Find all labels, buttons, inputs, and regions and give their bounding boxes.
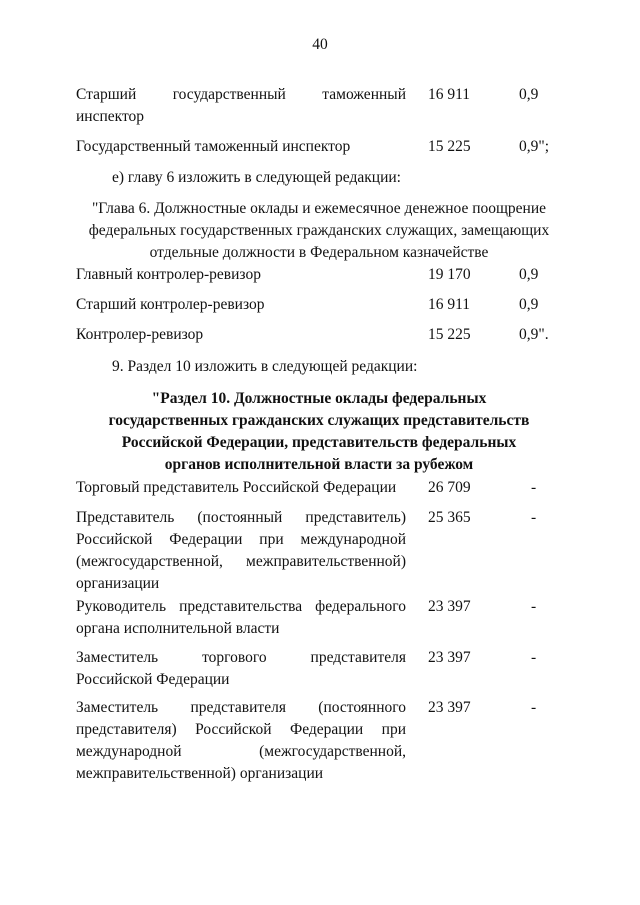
salary-value: 23 397: [428, 598, 471, 615]
coefficient-value: 0,9: [519, 86, 539, 103]
coefficient-value: 0,9".: [519, 326, 549, 343]
coefficient-value: 0,9";: [519, 138, 550, 155]
position-title: Заместитель торгового представителя Российской Федерации: [76, 649, 406, 688]
heading-line: органов исполнительной власти за рубежом: [164, 456, 474, 473]
salary-value: 16 911: [428, 86, 471, 103]
salary-value: 25 365: [428, 509, 471, 526]
coefficient-value: 0,9: [519, 266, 539, 283]
position-title: Торговый представитель Российской Федерации: [76, 479, 397, 496]
heading-line: "Раздел 10. Должностные оклады федеральных: [151, 390, 487, 407]
position-title: Главный контролер-ревизор: [76, 266, 261, 283]
coefficient-value: -: [531, 699, 537, 716]
position-title: Старший государственный таможенный инспектор: [76, 86, 406, 125]
position-title: Руководитель представительства федерального органа исполнительной власти: [76, 598, 406, 637]
position-title: Заместитель представителя (постоянного представителя) Российской Федерации при международной (межгосударственной, межправительственной) организации: [76, 699, 406, 782]
coefficient-value: -: [531, 479, 537, 496]
heading-line: государственных гражданских служащих представительств: [108, 412, 530, 429]
paragraph-9: 9. Раздел 10 изложить в следующей редакции:: [112, 358, 418, 375]
position-title: Государственный таможенный инспектор: [76, 138, 351, 155]
coefficient-value: 0,9: [519, 296, 539, 313]
heading-line: федеральных государственных гражданских служащих, замещающих: [88, 222, 550, 239]
position-title: Представитель (постоянный представитель) Российской Федерации при международной (межгосударственной, межправительственной) организации: [76, 509, 406, 592]
heading-line: отдельные должности в Федеральном казначействе: [149, 244, 489, 261]
heading-line: Российской Федерации, представительств федеральных: [121, 434, 517, 451]
coefficient-value: -: [531, 649, 537, 666]
salary-value: 15 225: [428, 138, 471, 155]
paragraph-e: е) главу 6 изложить в следующей редакции:: [112, 169, 401, 186]
page-number: 40: [312, 36, 328, 53]
coefficient-value: -: [531, 509, 537, 526]
heading-line: "Глава 6. Должностные оклады и ежемесячное денежное поощрение: [91, 200, 547, 217]
salary-value: 15 225: [428, 326, 471, 343]
salary-value: 26 709: [428, 479, 471, 496]
salary-value: 23 397: [428, 699, 471, 716]
section10-heading: [76, 388, 562, 476]
position-title: Старший контролер-ревизор: [76, 296, 265, 313]
chapter6-heading: [76, 198, 562, 264]
position-title: Контролер-ревизор: [76, 326, 204, 343]
salary-value: 19 170: [428, 266, 471, 283]
salary-value: 16 911: [428, 296, 471, 313]
coefficient-value: -: [531, 598, 537, 615]
salary-value: 23 397: [428, 649, 471, 666]
